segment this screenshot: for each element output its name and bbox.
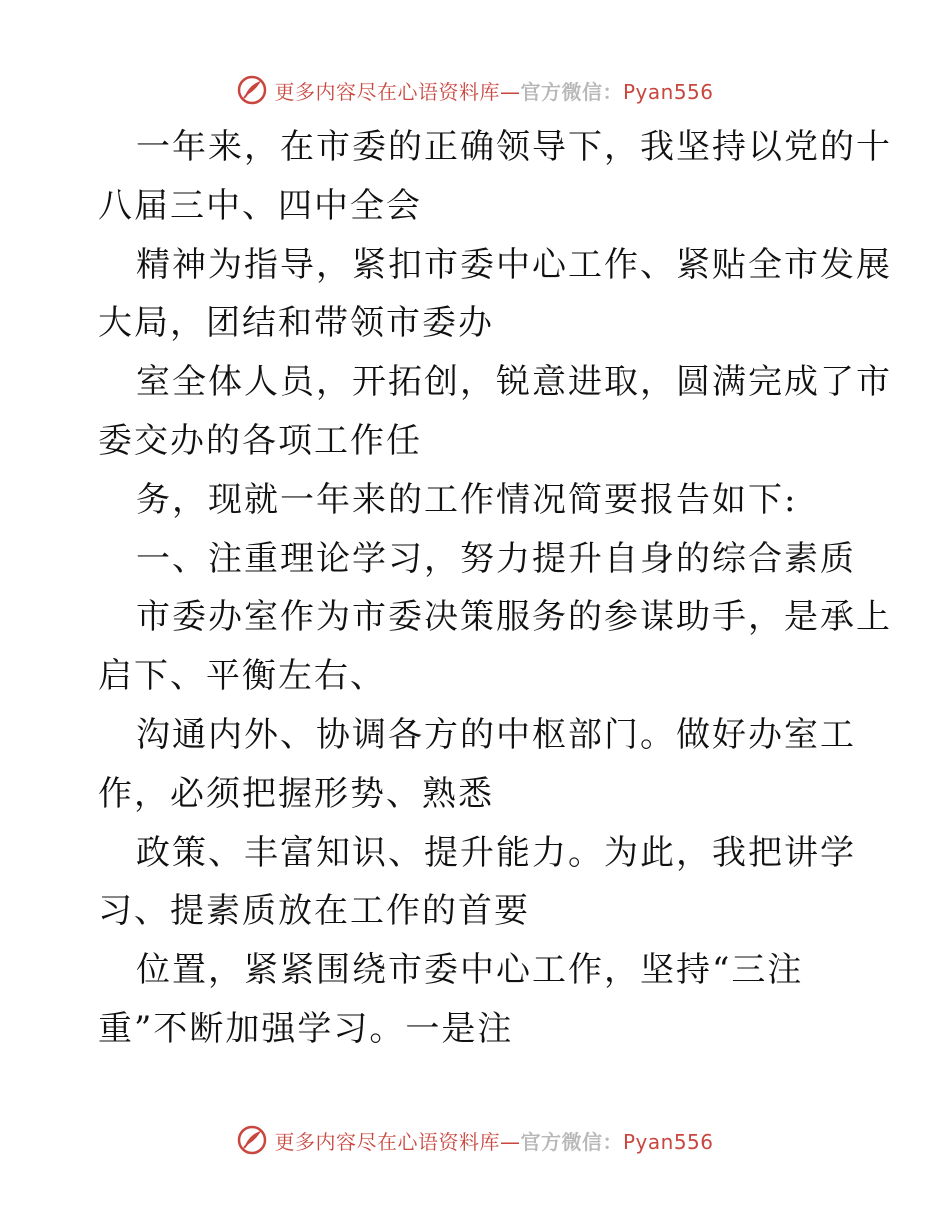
- document-line: 市委办室作为市委决策服务的参谋助手，是承上: [136, 597, 892, 638]
- document-line: 作，必须把握形势、熟悉: [98, 773, 494, 814]
- document-line: 务，现就一年来的工作情况简要报告如下:: [136, 479, 798, 520]
- watermark-wechat-id: Pyan556: [622, 79, 714, 104]
- watermark-text: [274, 1126, 713, 1155]
- document-line: 沟通内外、协调各方的中枢部门。做好办室工: [136, 714, 856, 755]
- watermark-wechat-label: 官方微信：: [520, 1129, 623, 1154]
- document-line: 习、提素质放在工作的首要: [98, 891, 530, 932]
- watermark-dash: —: [499, 1129, 521, 1154]
- watermark-main-text: 更多内容尽在心语资料库: [274, 1129, 500, 1154]
- document-line: 大局，团结和带领市委办: [98, 303, 494, 344]
- document-line: 位置，紧紧围绕市委中心工作，坚持“三注: [136, 950, 804, 991]
- header-watermark: [0, 70, 950, 110]
- document-line: 一年来，在市委的正确领导下，我坚持以党的十: [136, 127, 892, 167]
- document-line: 八届三中、四中全会: [98, 185, 422, 226]
- document-line: 政策、丰富知识、提升能力。为此，我把讲学: [136, 832, 856, 873]
- document-line: 启下、平衡左右、: [98, 656, 386, 697]
- document-line: 委交办的各项工作任: [98, 420, 422, 461]
- document-line: 精神为指导，紧扣市委中心工作、紧贴全市发展: [136, 244, 892, 285]
- quill-logo-icon: [236, 1124, 268, 1156]
- document-line: 一、注重理论学习，努力提升自身的综合素质: [136, 538, 856, 579]
- quill-logo-icon: [236, 74, 268, 106]
- document-body: [98, 118, 892, 1059]
- document-line: 室全体人员，开拓创，锐意进取，圆满完成了市: [136, 362, 892, 403]
- watermark-dash: —: [499, 79, 521, 104]
- watermark-text: [274, 76, 713, 105]
- watermark-main-text: 更多内容尽在心语资料库: [274, 79, 500, 104]
- footer-watermark: [0, 1120, 950, 1160]
- document-line: 重”不断加强学习。一是注: [98, 1008, 514, 1049]
- watermark-wechat-label: 官方微信：: [520, 79, 623, 104]
- watermark-wechat-id: Pyan556: [622, 1129, 714, 1154]
